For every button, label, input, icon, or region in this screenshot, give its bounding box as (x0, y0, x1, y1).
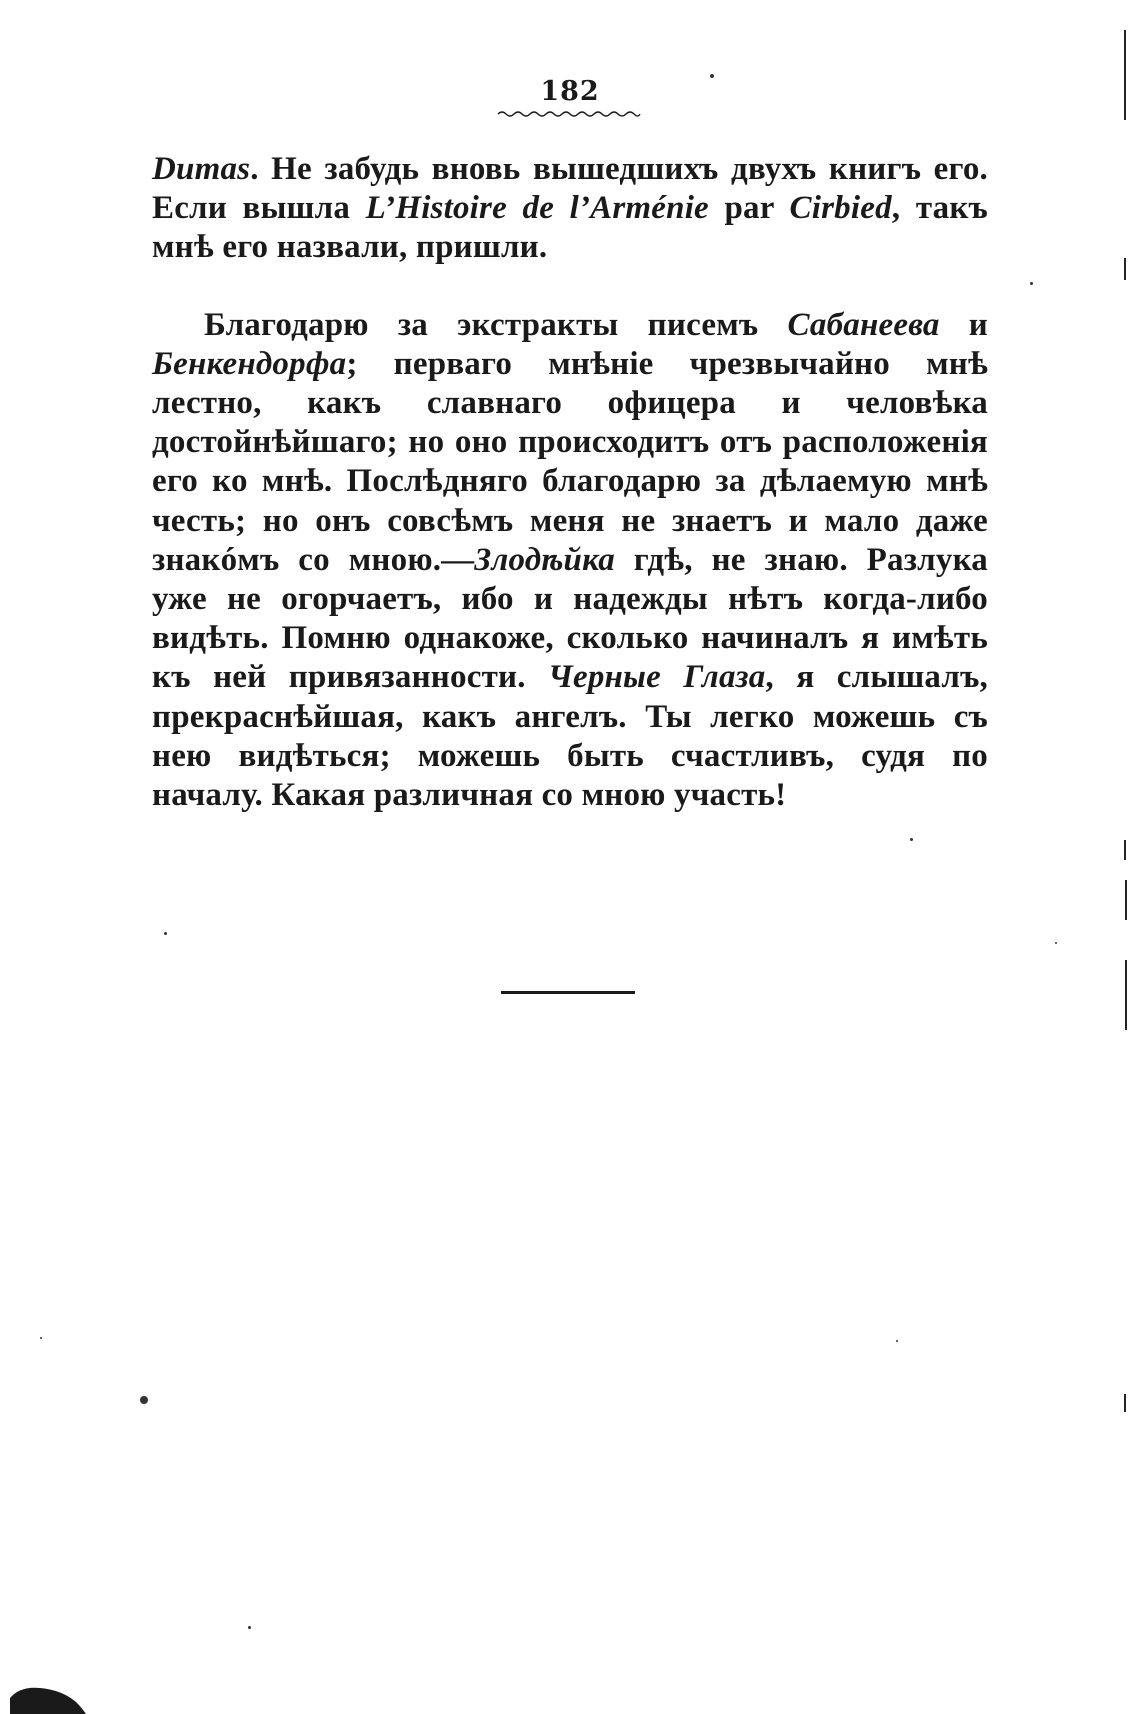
page-number: 182 (540, 76, 600, 107)
text-segment: . Не забудь вновь вышедшихъ двухъ книгъ его. Если вышла (152, 151, 988, 227)
body-text (152, 150, 988, 815)
text-segment: гдѣ, не знаю. Разлука уже не огорчаетъ, ибо и надежды нѣтъ когда-либо видѣть. Помню однакоже, сколько начиналъ я имѣть къ ней привязанности. (152, 541, 988, 696)
scan-speck (910, 838, 913, 841)
italic-text-segment: Черные Глаза (548, 659, 766, 696)
italic-text-segment: Бенкендорфа (152, 345, 347, 382)
scan-speck (248, 1626, 251, 1629)
scan-edge-mark (1125, 960, 1127, 1030)
text-segment: , такъ мнѣ его назвали, пришли. (152, 190, 988, 266)
italic-text-segment: Сабанеева (787, 306, 940, 343)
paragraph (152, 150, 988, 268)
italic-text-segment: Cirbied (789, 190, 892, 227)
scan-speck (1055, 942, 1057, 944)
scan-speck (710, 74, 714, 78)
scan-speck (40, 1337, 42, 1339)
scan-speck (164, 932, 167, 935)
italic-text-segment: L’Histoire de l’Arménie (365, 190, 709, 227)
text-segment: par (708, 190, 790, 227)
text-segment: и (939, 306, 988, 343)
italic-text-segment: Злодѣйка (474, 541, 615, 578)
scan-speck (896, 1340, 898, 1342)
scan-speck (1030, 282, 1033, 285)
scan-speck (140, 1396, 148, 1404)
scan-edge-mark (1124, 258, 1126, 280)
text-segment: , я слышалъ, прекраснѣйшая, какъ ангелъ. Ты легко можешь съ нею видѣться; можешь быть счастливъ, судя по началу. Какая различная со мною участь! (152, 659, 988, 814)
scan-corner-blot (10, 1668, 86, 1714)
paragraph (152, 306, 988, 816)
end-rule (501, 991, 635, 994)
scan-edge-mark (1125, 880, 1127, 920)
scan-edge-mark (1124, 840, 1126, 860)
scan-edge-mark (1124, 30, 1126, 120)
text-segment: Благодарю за экстракты писемъ (204, 306, 788, 343)
page-number-ornament (496, 108, 642, 120)
scan-edge-mark (1124, 1394, 1126, 1412)
italic-text-segment: Dumas (152, 151, 251, 187)
text-segment: ; перваго мнѣніе чрезвычайно мнѣ лестно, какъ славнаго офицера и человѣка достойнѣйшаго; но оно происходитъ отъ расположенія его ко мнѣ. Послѣдняго благодарю за дѣлаемую мнѣ честь; но онъ совсѣмъ меня не знаетъ и мало даже знакóмъ со мною.— (152, 345, 988, 578)
